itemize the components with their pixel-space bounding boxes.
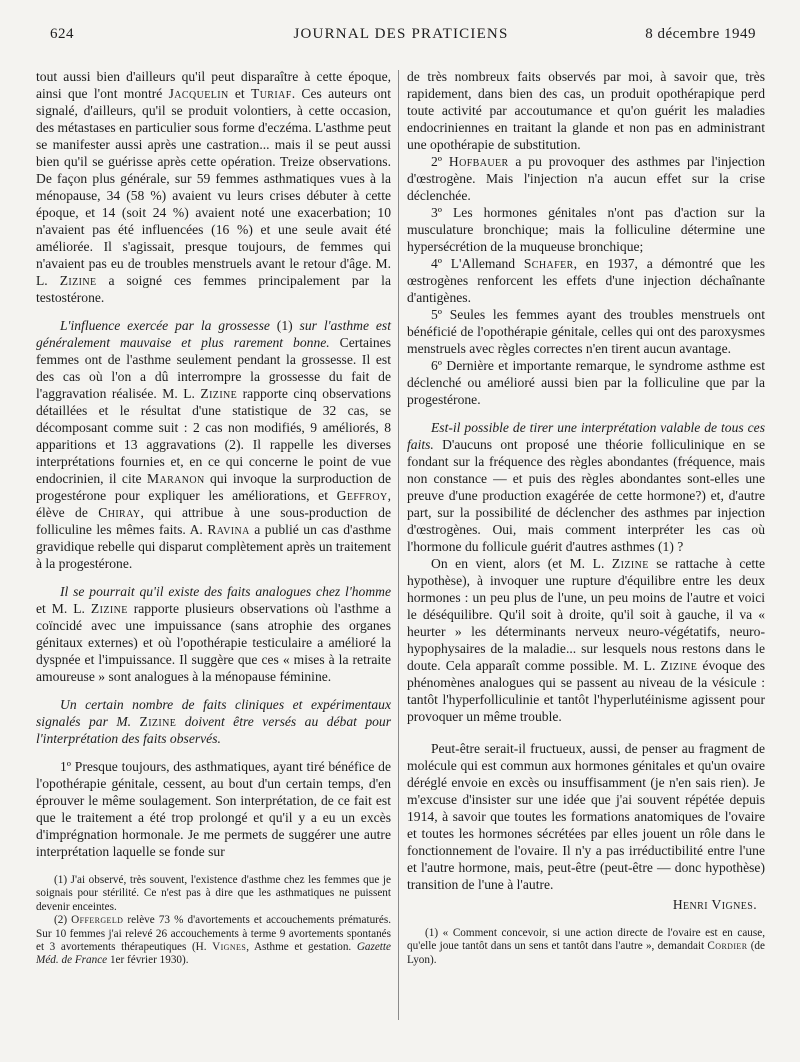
author-name: Cordier [707,940,748,953]
text-run: et [228,86,251,101]
text-run: On en vient, alors (et M. L. [431,556,612,571]
text-run: évoque des phénomènes analogues qui se passent au niveau de la vésicule : tantôt l'hyperfolliculinie et tantôt l'hyperlutéinisme agissent pour provoquer un même trouble. [407,658,765,724]
text-run: a soigné ces femmes principalement par la testostérone. [36,273,391,305]
text-run: . Ces auteurs ont signalé, d'ailleurs, qu'il se produit volontiers, à cette occasion, des métastases en particulier sous forme d'eczéma. L'asthme peut se manifester aussi après une castration... mais il se peut aussi bien qu'il se guérisse après cette opération. Treize observations. De façon plus générale, sur 59 femmes asthmatiques vues à la ménopause, 34 (58 %) avaient vu leurs crises débuter à cette époque, et 14 (soit 24 %) avaient noté une exacerbation; 10 n'avaient pas été influencées (16 %) et une seule avait été améliorée. Il s'agissait, presque toujours, de femmes qui n'avaient pas eu de troubles menstruels avant le retour d'âge. M. L. [36,86,391,288]
page-number: 624 [50,26,74,42]
paragraph [36,583,391,685]
text-run: (2) [54,914,72,927]
footnotes [36,874,391,968]
text-run: se rattache à cette hypothèse), à invoquer une rupture d'équilibre entre les deux hormones : un peu plus de l'une, un peu moins de l'autre et voici le déséquilibre. Qu'il soit à droite, qu'il soit à gauche, il va « heurter » les déterminants nerveux neuro-végétatifs, neuro-hypophysaires de la maladie... sur lesquels nous restons dans le doute. Cela apparaît comme possible. M. L. [407,556,765,673]
right-column [407,68,765,967]
paragraph [36,68,391,306]
text-run: rapporte plusieurs observations où l'asthme a coïncidé avec une impuissance (sans atrophie des organes génitaux externes) et où l'opothérapie testiculaire a amélioré la dyspnée et l'impuissance. Il suggère que ces « mises à la retraite amoureuse » sont analogues à la ménopause féminine. [36,601,391,684]
text-run: (1) [269,318,300,333]
paragraph: Peut-être serait-il fructueux, aussi, de penser au fragment de molécule qui est commun aux hormones génitales et qu'un ovaire déréglé envoie en excès ou insuffisamment (je n'en sais rien). Je m'excuse d'insister sur une idée que j'ai souvent répétée depuis 1914, à savoir que toutes les formations anatomiques de l'ovaire et toutes les hormones sécrétées par elles jouent un rôle dans le fonctionnement de l'ovaire. Il n'y a pas irréductibilité entre l'une et l'autre hormone, mais, peut-être (peut-être — donc hypothèse) transition de l'une à l'autre. [407,741,765,892]
section-lead: Il se pourrait qu'il existe des faits analogues chez l'homme [60,584,391,599]
text-run: a pu provoquer des asthmes par l'injection d'œstrogène. Mais l'injection n'a aucun effet sur la crise déclenchée. [407,154,765,203]
section-lead: doivent être versés au débat pour l'interprétation des faits observés. [36,714,392,746]
footnote [407,927,765,967]
text-run: (1) « Comment concevoir, si une action directe de l'ovaire est en cause, qu'elle joue tantôt dans un sens et tantôt dans l'autre », demandait [407,927,765,953]
text-run: tout aussi bien d'ailleurs qu'il peut disparaître à cette époque, ainsi que l'ont montré [36,69,391,101]
paragraph: de très nombreux faits observés par moi, à savoir que, très rapidement, dans bien des cas, un produit opothérapique perd toute activité par accoutumance et qu'on guérit les maladies endocriniennes en traitant la glande et non pas en administrant une opothérapie de substitution. [407,69,765,152]
text-run: a publié un cas d'asthme gravidique rebelle qui disparut complètement après un traitement à la progestérone. [36,522,391,571]
text-run: 1er février 1930). [107,954,189,967]
author-name: Zizine [611,556,649,571]
page-header [46,26,756,48]
paragraph [36,696,391,747]
text-run: rapporte cinq observations détaillées et le résultat d'une statistique de 32 cas, se décomposant comme suit : 2 cas non modifiés, 9 améliorés, 8 apparitions et 13 aggravations (2). Il rappelle les diverses interprétations fournies et, en ce qui concerne le point de vue endocrinien, il cite [36,386,392,486]
paragraph [407,555,765,725]
text-run: D'aucuns ont proposé une théorie folliculinique en se fondant sur la fréquence des règles abondantes (fréquence, mais non constance — et puis des règles abondantes sont-elles une preuve d'une production exagérée de cette hormone?) et, d'autre part, sur la possibilité de déclencher des asthmes par injection d'œstrogènes. Oui, mais comment interpréter les cas où l'hormone du follicule guérit d'autres asthmes (1) ? [407,437,765,554]
author-name: Geffroy [336,488,388,503]
author-name: Maranon [146,471,205,486]
text-run: , en 1937, a démontré que les œstrogènes renforcent les effets d'une injection déchaînante d'antigènes. [407,256,765,305]
paragraph: 3º Les hormones génitales n'ont pas d'action sur la musculature bronchique; mais la folliculine détermine une hypersécrétion de la muqueuse bronchique; [407,205,765,254]
author-name: Schafer [523,256,574,271]
text-run: , élève de [36,488,391,520]
author-name: Jacquelin [168,86,229,101]
column-divider [398,70,399,1020]
footnote: (1) J'ai observé, très souvent, l'existence d'asthme chez les femmes que je soignais pour stérilité. Ce n'est pas à dire que les asthmatiques ne puissent devenir enceintes. [36,874,391,913]
text-run: Certaines femmes ont de l'asthme seulement pendant la grossesse. Il est des cas où l'on a dû interrompre la grossesse du fait de l'aggravation réalisée. M. L. [36,335,391,401]
author-name: Zizine [59,273,97,288]
journal-title: JOURNAL DES PRATICIENS [293,26,509,42]
author-name: Offergeld [71,914,124,927]
author-name: Hofbauer [448,154,509,169]
text-run: et M. L. [36,601,91,616]
text-run: qui invoque la surproduction de progestérone pour expliquer les améliorations, et [36,471,391,503]
text-run: , qui attribue à une sous-production de folliculine les mêmes faits. A. [36,505,391,537]
author-signature: Henri Vignes. [672,897,757,912]
section-lead: sur l'asthme est généralement mauvaise et plus rarement bonne. [36,318,391,350]
author-name: Vignes [212,941,247,954]
author-name: Zizine [90,601,128,616]
author-name: Ravina [207,522,250,537]
paragraph: 5º Seules les femmes ayant des troubles menstruels ont bénéficié de l'opothérapie génitale, celles qui ont des paroxysmes menstruels avec règles correctes n'en tirent aucun avantage. [407,307,765,356]
section-lead: Est-il possible de tirer une interprétation valable de tous ces faits. [407,420,765,452]
text-run: 2º [431,154,449,169]
journal-reference: Gazette Méd. de France [36,941,391,967]
author-name: Zizine [139,714,177,729]
author-name: Chiray [98,505,141,520]
issue-date: 8 décembre 1949 [645,26,756,42]
author-name: Zizine [200,386,238,401]
text-run: relève 73 % d'avortements et accouchements prématurés. Sur 10 femmes j'ai relevé 26 accouchements à terme 9 avortements spontanés et 3 avortements thérapeutiques (H. [36,914,391,954]
paragraph: 6º Dernière et importante remarque, le syndrome asthme est déclenché ou amélioré aussi bien par la folliculine que par la progestérone. [407,358,765,407]
text-run: (de Lyon). [407,940,765,966]
author-name: Zizine [660,658,698,673]
footnotes [407,927,765,967]
author-name: Turiaf [250,86,292,101]
paragraph: 1º Presque toujours, des asthmatiques, ayant tiré bénéfice de l'opothérapie génitale, cessent, au bout d'un certain temps, d'en éprouver le même soulagement. Son interprétation, de ce fait est que le traitement a été trop prolongé et qu'il y a eu un excès d'imprégnation hormonale. Je me permets de suggérer une autre interprétation laquelle se fonde sur [36,759,391,859]
text-run: 4º L'Allemand [431,256,524,271]
paragraph [36,317,391,572]
section-lead: L'influence exercée par la grossesse [60,318,270,333]
paragraph [407,153,765,204]
left-column [36,68,391,968]
footnote [36,914,391,968]
section-lead: Un certain nombre de faits cliniques et expérimentaux signalés par M. [36,697,391,729]
paragraph [407,419,765,555]
paragraph [407,255,765,306]
text-run: , Asthme et gestation. [246,941,357,954]
